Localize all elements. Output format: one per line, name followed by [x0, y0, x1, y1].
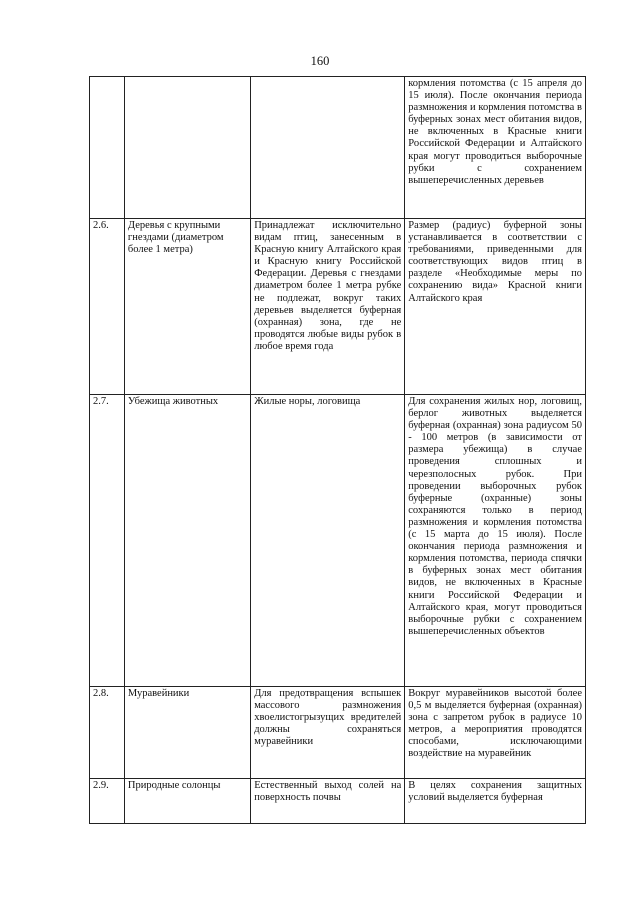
row-number: 2.8. [93, 688, 109, 699]
row-number-cell [90, 219, 125, 395]
object-name: Природные солонцы [127, 780, 221, 791]
requirements-cell [405, 219, 586, 395]
row-number-cell [90, 77, 125, 219]
page-number: 160 [310, 54, 330, 68]
description-cell [251, 77, 405, 219]
table-row [90, 219, 586, 395]
object-name: Деревья с крупными гнездами (диаметром более 1 метра) [127, 220, 224, 256]
requirements-cell [405, 395, 586, 687]
requirements-text: Для сохранения жилых нор, логовищ, берлог животных выделяется буферная (охранная) зона радиусом 50 - 100 метров (в зависимости от размера убежища) в случае проведения сплошных и черезполосных рубок. При проведении выборочных рубок буферные (охранные) зоны сохраняются только в период размножения и кормления потомства (с 15 марта до 15 июля). После окончания периода размножения и кормления потомства, периода спячки в буферных зонах мест обитания видов, не включенных в Красные книги Российской Федерации и Алтайского края, могут проводиться выборочные рубки с сохранением вышеперечисленных объектов [408, 396, 582, 637]
row-number-cell [90, 779, 125, 824]
description-text: Естественный выход солей на поверхность почвы [254, 780, 402, 804]
description-text: Для предотвращения вспышек массового размножения хвоелистогрызущих вредителей должны сохраняться муравейники [254, 688, 402, 748]
row-number: 2.6. [93, 220, 109, 231]
table-row [90, 395, 586, 687]
row-number: 2.7. [93, 396, 109, 407]
row-number-cell [90, 687, 125, 779]
document-table [89, 76, 586, 824]
requirements-text: Вокруг муравейников высотой более 0,5 м выделяется буферная (охранная) зона с запретом рубок в радиусе 10 метров, а мероприятия проводятся способами, исключающими воздействие на муравейник [408, 688, 582, 760]
description-text: Жилые норы, логовища [254, 396, 361, 407]
requirements-cell [405, 687, 586, 779]
requirements-text: В целях сохранения защитных условий выделяется буферная [408, 780, 582, 804]
description-cell [251, 687, 405, 779]
description-cell [251, 219, 405, 395]
row-number-cell [90, 395, 125, 687]
object-name: Убежища животных [127, 396, 219, 407]
object-cell [124, 779, 250, 824]
requirements-cell [405, 77, 586, 219]
table-row [90, 77, 586, 219]
object-name: Муравейники [127, 688, 190, 699]
requirements-text: Размер (радиус) буферной зоны устанавливается в соответствии с требованиями, приведенными для соответствующих видов птиц в разделе «Необходимые меры по сохранению вида» Красной книги Алтайского края [408, 220, 582, 304]
table-row [90, 687, 586, 779]
requirements-cell [405, 779, 586, 824]
description-cell [251, 779, 405, 824]
object-cell [124, 687, 250, 779]
object-cell [124, 395, 250, 687]
requirements-text: кормления потомства (с 15 апреля до 15 июля). После окончания периода размножения и кормления потомства в буферных зонах мест обитания видов, не включенных в Красные книги Российской Федерации и Алтайского края могут проводиться выборочные рубки с сохранением вышеперечисленных деревьев [408, 78, 582, 186]
object-cell [124, 219, 250, 395]
row-number: 2.9. [93, 780, 109, 791]
object-cell [124, 77, 250, 219]
description-text: Принадлежат исключительно видам птиц, занесенным в Красную книгу Алтайского края и Красную книгу Российской Федерации. Деревья с гнездами диаметром более 1 метра рубке не подлежат, вокруг таких деревьев выделяется буферная (охранная) зона, где не проводятся любые виды рубок в любое время года [254, 220, 402, 352]
table-row [90, 779, 586, 824]
description-cell [251, 395, 405, 687]
